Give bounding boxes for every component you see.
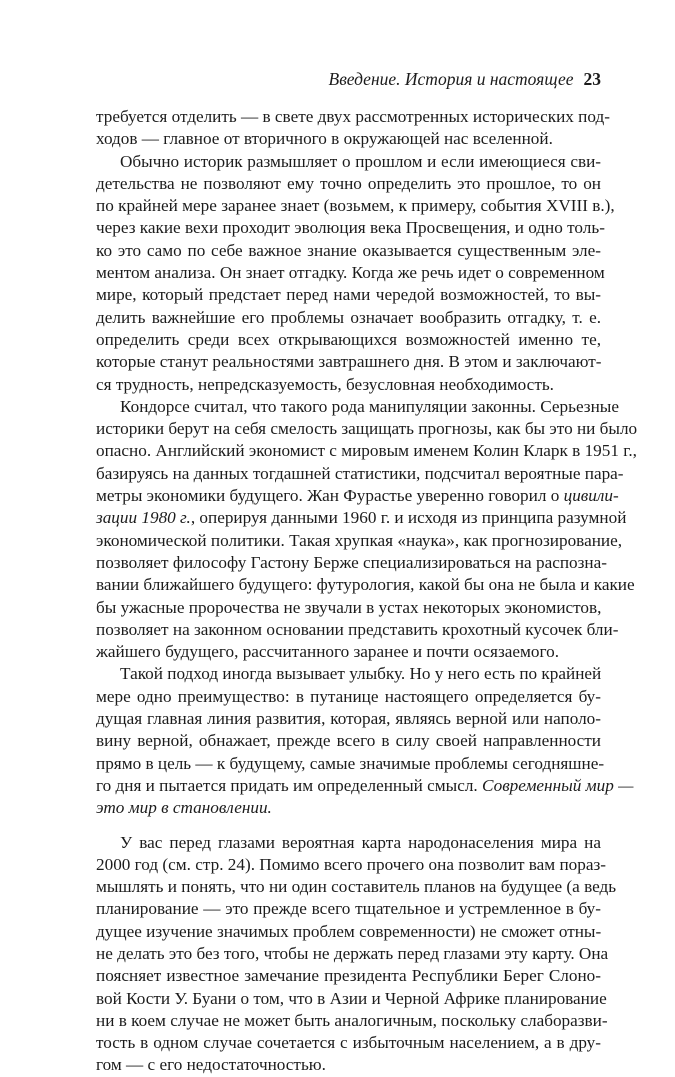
text-line: не делать это без того, чтобы не держать перед глазами эту карту. Она bbox=[96, 943, 609, 963]
text-line: дущая главная линия развития, которая, являясь верной или наполо- bbox=[96, 709, 601, 729]
text-segment: метры экономики будущего. Жан Фурастье уверенно говорил о bbox=[96, 486, 564, 506]
text-line: мышлять и понять, что ни один составитель планов на будущее (а ведь bbox=[96, 877, 617, 897]
text-line: позволяет на законном основании представить крохотный кусочек бли- bbox=[96, 619, 619, 639]
text-line: Такой подход иногда вызывает улыбку. Но у него есть по крайней bbox=[120, 664, 602, 684]
text-line: ходов — главное от вторичного в окружающей нас вселенной. bbox=[96, 129, 553, 149]
text-line: которые станут реальностями завтрашнего дня. В этом и заключают- bbox=[96, 352, 602, 372]
text-line: вой Кости У. Буани о том, что в Азии и Черной Африке планирование bbox=[96, 988, 607, 1008]
text-line: ментом анализа. Он знает отгадку. Когда же речь идет о современном bbox=[96, 263, 605, 283]
text-line: вину верной, обнажает, прежде всего в силу своей направленности bbox=[96, 731, 601, 751]
text-segment: го дня и пытается придать им определенный смысл. bbox=[96, 775, 483, 795]
paragraph bbox=[96, 396, 638, 664]
text-line bbox=[96, 507, 627, 529]
text-line: требуется отделить — в свете двух рассмотренных исторических под- bbox=[96, 107, 610, 126]
italic-phrase: это мир в становлении. bbox=[96, 798, 272, 818]
text-line: базируясь на данных тогдашней статистики, подсчитал вероятные пара- bbox=[96, 463, 624, 483]
text-line: планирование — это прежде всего тщательное и устремленное в бу- bbox=[96, 899, 601, 919]
paragraph bbox=[96, 832, 617, 1077]
italic-phrase: зации 1980 г. bbox=[96, 508, 191, 528]
text-segment: , оперируя данными 1960 г. и исходя из принципа разумной bbox=[190, 508, 627, 528]
paragraph bbox=[96, 663, 634, 819]
text-line: Кондорсе считал, что такого рода манипуляции законны. Серьезные bbox=[120, 396, 619, 416]
body-text bbox=[96, 106, 638, 1077]
text-line: прямо в цель — к будущему, самые значимые проблемы сегодняшне- bbox=[96, 753, 605, 773]
text-line: историки берут на себя смелость защищать прогнозы, как бы это ни было bbox=[96, 419, 638, 439]
text-line bbox=[96, 485, 619, 507]
page-number: 23 bbox=[583, 69, 601, 89]
text-line bbox=[96, 775, 634, 797]
text-line: мире, который предстает перед нами чередой возможностей, то вы- bbox=[96, 285, 601, 305]
text-line: мере одно преимущество: в путанице настоящего определяется бу- bbox=[96, 686, 601, 706]
text-line: позволяет философу Гастону Берже специализироваться на распозна- bbox=[96, 552, 607, 572]
text-line: 2000 год (см. стр. 24). Помимо всего прочего она позволит вам пораз- bbox=[96, 854, 607, 874]
running-title: Введение. История и настоящее bbox=[328, 69, 574, 89]
paragraph bbox=[96, 151, 615, 396]
text-line: поясняет известное замечание президента Республики Берег Слоно- bbox=[96, 966, 601, 986]
text-line: детельства не позволяют ему точно определить это прошлое, то он bbox=[96, 173, 601, 193]
text-line: ся трудность, непредсказуемость, безусловная необходимость. bbox=[96, 374, 554, 394]
text-line: определить среди всех открывающихся возможностей именно те, bbox=[96, 329, 601, 349]
text-line: Обычно историк размышляет о прошлом и если имеющиеся сви- bbox=[120, 151, 601, 171]
text-line: гом — с его недостаточностью. bbox=[96, 1055, 326, 1075]
text-line: вании ближайшего будущего: футурология, какой бы она не была и какие bbox=[96, 575, 635, 595]
text-line: бы ужасные пророчества не звучали в устах некоторых экономистов, bbox=[96, 597, 602, 617]
text-line: экономической политики. Такая хрупкая «наука», как прогнозирование, bbox=[96, 530, 623, 550]
italic-phrase: цивили- bbox=[563, 486, 619, 506]
text-line: по крайней мере заранее знает (возьмем, к примеру, события XVIII в.), bbox=[96, 196, 615, 216]
text-line bbox=[96, 797, 601, 819]
text-line: тость в одном случае сочетается с избыточным населением, а в дру- bbox=[96, 1033, 601, 1053]
paragraph bbox=[96, 106, 610, 151]
text-line: дущее изучение значимых проблем современности) не сможет отны- bbox=[96, 921, 602, 941]
text-line: делить важнейшие его проблемы означает вообразить отгадку, т. е. bbox=[96, 307, 601, 327]
text-line: У вас перед глазами вероятная карта народонаселения мира на bbox=[120, 832, 601, 852]
paragraph-gap bbox=[96, 820, 601, 832]
text-line: опасно. Английский экономист с мировым именем Колин Кларк в 1951 г., bbox=[96, 441, 637, 461]
running-header bbox=[96, 68, 601, 90]
text-line: через какие вехи проходит эволюция века Просвещения, и одно толь- bbox=[96, 218, 605, 238]
text-line: ни в коем случае не может быть аналогичным, поскольку слаборазви- bbox=[96, 1010, 608, 1030]
italic-phrase: Современный мир — bbox=[482, 775, 634, 795]
text-line: жайшего будущего, рассчитанного заранее и почти осязаемого. bbox=[96, 642, 559, 662]
text-line: ко это само по себе важное знание оказывается существенным эле- bbox=[96, 240, 601, 260]
